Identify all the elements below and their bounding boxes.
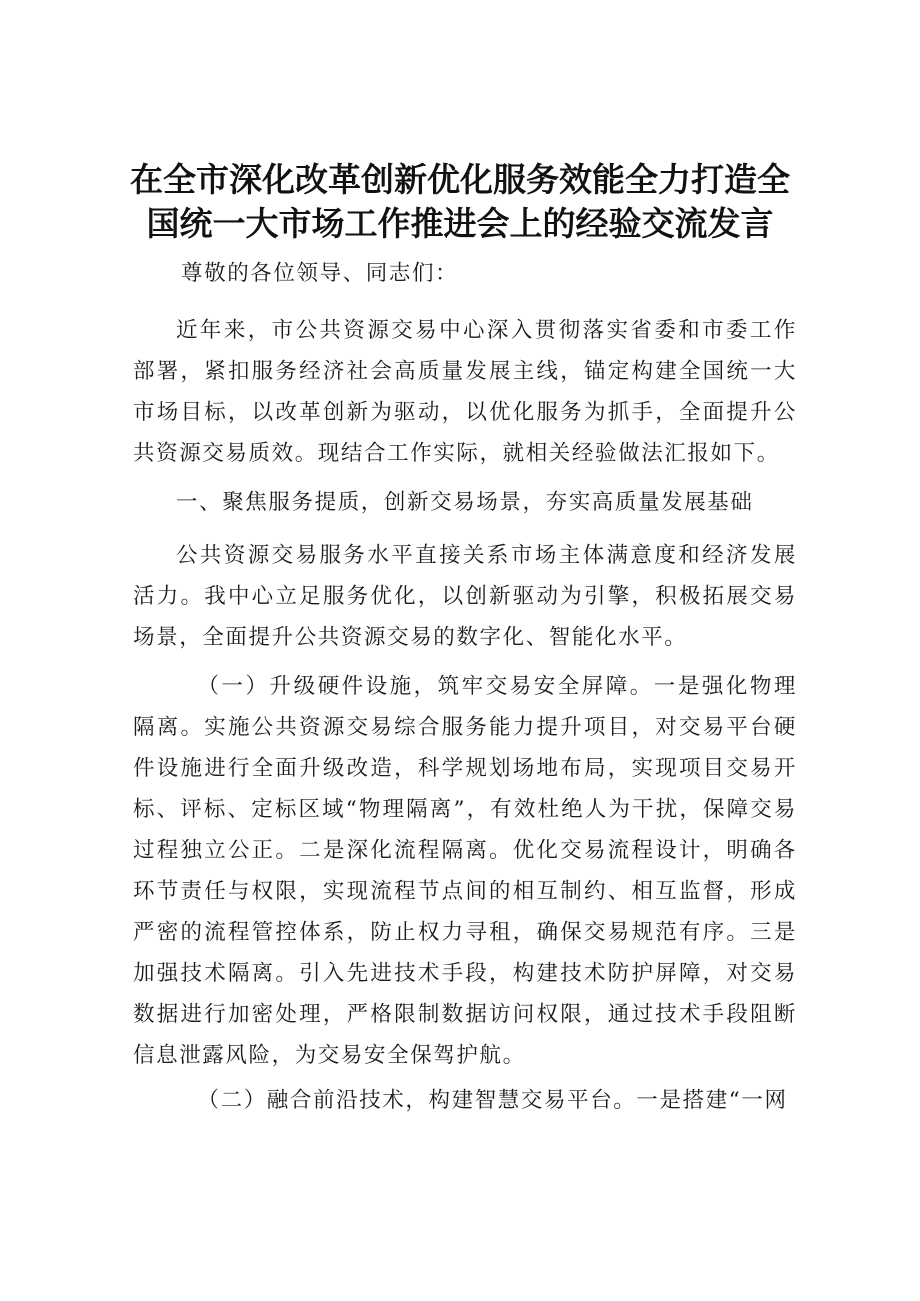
paragraph-subsection-1: （一）升级硬件设施，筑牢交易安全屏障。一是强化物理隔离。实施公共资源交易综合服务能力提升项目，对交易平台硬件设施进行全面升级改造，科学规划场地布局，实现项目交易开标、评标、定标区域“物理隔离”，有效杜绝人为干扰，保障交易过程独立公正。二是深化流程隔离。优化交易流程设计，明确各环节责任与权限，实现流程节点间的相互制约、相互监督，形成严密的流程管控体系，防止权力寻租，确保交易规范有序。三是加强技术隔离。引入先进技术手段，构建技术防护屏障，对交易数据进行加密处理，严格限制数据访问权限，通过技术手段阻断信息泄露风险，为交易安全保驾护航。 [133,674,797,1068]
section-heading-1: 一、聚焦服务提质，创新交易场景，夯实高质量发展基础 [176,490,754,515]
paragraph-section-1-summary: 公共资源交易服务水平直接关系市场主体满意度和经济发展活力。我中心立足服务优化，以创新驱动为引擎，积极拓展交易场景，全面提升公共资源交易的数字化、智能化水平。 [133,543,797,650]
document-title-line-2: 国统一大市场工作推进会上的经验交流发言 [146,204,774,243]
paragraph-subsection-2: （二）融合前沿技术，构建智慧交易平台。一是搭建“一网 [197,1088,788,1113]
document-title-line-1: 在全市深化改革创新优化服务效能全力打造全 [130,160,790,199]
paragraph-intro: 近年来，市公共资源交易中心深入贯彻落实省委和市委工作部署，紧扣服务经济社会高质量发展主线，锚定构建全国统一大市场目标，以改革创新为驱动，以优化服务为抓手，全面提升公共资源交易质效。现结合工作实际，就相关经验做法汇报如下。 [133,318,797,466]
salutation: 尊敬的各位领导、同志们： [181,261,459,286]
